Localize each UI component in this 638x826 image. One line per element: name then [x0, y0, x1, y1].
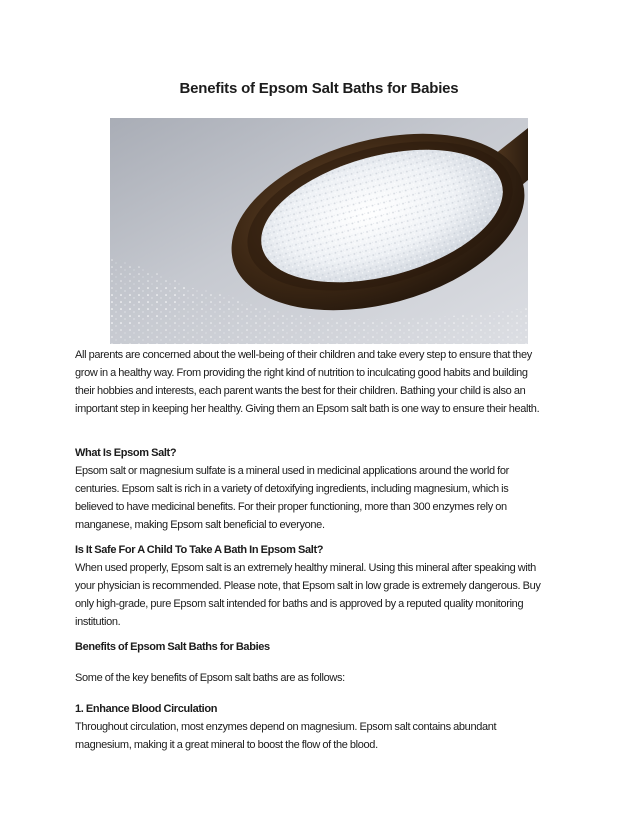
section-is-it-safe	[75, 541, 575, 631]
text-line: their hobbies and interests, each parent wants the best for their children. Bathing your child is also an	[75, 385, 526, 397]
section-heading: What Is Epsom Salt?	[75, 447, 177, 459]
text-line: Epsom salt or magnesium sulfate is a mineral used in medicinal applications around the world for	[75, 465, 509, 477]
intro-paragraph	[75, 346, 575, 418]
section-benefits-heading	[75, 638, 575, 656]
text-line: important step in keeping her healthy. Giving them an Epsom salt bath is one way to ensure their health.	[75, 403, 540, 415]
section-heading: 1. Enhance Blood Circulation	[75, 703, 218, 715]
text-line: grow in a healthy way. From providing the right kind of nutrition to inculcating good habits and building	[75, 367, 528, 379]
text-line: When used properly, Epsom salt is an extremely healthy mineral. Using this mineral after speaking with	[75, 562, 536, 574]
text-line: believed to have medicinal benefits. For their proper functioning, more than 300 enzymes rely on	[75, 501, 507, 513]
text-line: centuries. Epsom salt is rich in a variety of detoxifying ingredients, including magnesium, which is	[75, 483, 509, 495]
section-what-is-epsom-salt	[75, 444, 575, 534]
text-line: Some of the key benefits of Epsom salt baths are as follows:	[75, 672, 345, 684]
section-heading: Benefits of Epsom Salt Baths for Babies	[75, 641, 270, 653]
benefit-enhance-blood-circulation	[75, 700, 575, 754]
epsom-salt-spoon-photo	[110, 118, 528, 344]
text-line: manganese, making Epsom salt beneficial to everyone.	[75, 519, 325, 531]
text-line: All parents are concerned about the well-being of their children and take every step to ensure that they	[75, 349, 532, 361]
section-heading: Is It Safe For A Child To Take A Bath In Epsom Salt?	[75, 544, 324, 556]
text-line: only high-grade, pure Epsom salt intended for baths and is approved by a reputed quality monitoring	[75, 598, 524, 610]
text-line: Throughout circulation, most enzymes depend on magnesium. Epsom salt contains abundant	[75, 721, 497, 733]
text-line: your physician is recommended. Please note, that Epsom salt in low grade is extremely dangerous. Buy	[75, 580, 541, 592]
text-line: institution.	[75, 616, 121, 628]
section-benefits-lead	[75, 669, 575, 687]
document-title: Benefits of Epsom Salt Baths for Babies	[179, 80, 459, 97]
text-line: magnesium, making it a great mineral to boost the flow of the blood.	[75, 739, 378, 751]
